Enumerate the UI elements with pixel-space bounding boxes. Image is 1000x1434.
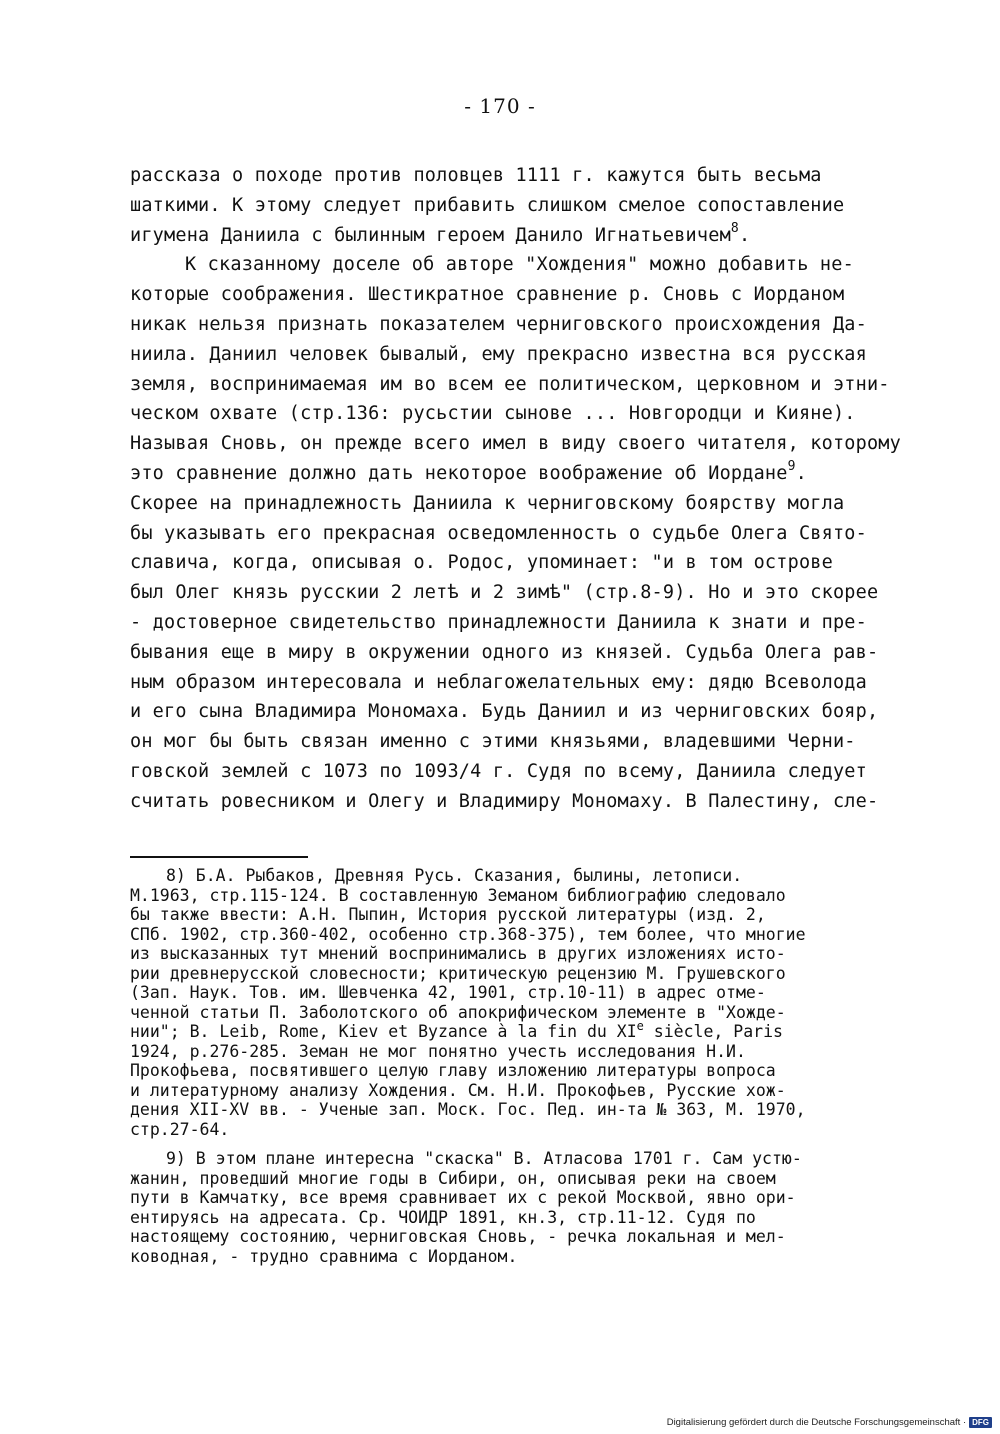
text-line: земля, воспринимаемая им во всем ее политическом, церковном и этни- — [130, 373, 890, 395]
footnote-8-line: стр.27-64. — [130, 1119, 230, 1139]
footnote-8-text: siècle, Paris — [643, 1022, 783, 1041]
footnote-divider — [130, 856, 308, 858]
text-line: говской землей с 1073 по 1093/4 г. Судя по всему, Даниила следует — [130, 760, 867, 782]
page-number: - 170 - — [464, 94, 536, 118]
text-line: он мог бы быть связан именно с этими князьями, владевшими Черни- — [130, 731, 856, 753]
footnote-8-line: бы также ввести: А.Н. Пыпин, История русской литературы (изд. 2, — [130, 905, 766, 924]
credit-text: Digitalisierung gefördert durch die Deutsche Forschungsgemeinschaft · — [666, 1417, 967, 1428]
footnote-8-text: нии"; B. Leib, Rome, Kiev et Byzance à la fin du XI — [130, 1022, 637, 1041]
dfg-logo-icon: DFG — [969, 1417, 992, 1428]
footnote-8-line: М.1963, стр.115-124. В составленную Земаном библиографию следовало — [130, 885, 786, 905]
footnote-9-line: пути в Камчатку, все время сравнивает их с рекой Москвой, явно ори- — [130, 1188, 796, 1207]
text-line: ниила. Даниил человек бывалый, ему прекрасно известна вся русская — [130, 343, 867, 365]
text-line: - достоверное свидетельство принадлежности Даниила к знати и пре- — [130, 611, 867, 633]
footnote-8-line: СПб. 1902, стр.360-402, особенно стр.368-375), тем более, что многие — [130, 924, 806, 944]
footnote-9-line: 9) В этом плане интересна "скаска" В. Атласова 1701 г. Сам устю- — [166, 1149, 802, 1168]
text-line: и его сына Владимира Мономаха. Будь Даниил и из черниговских бояр, — [130, 701, 879, 723]
footnote-8-line: ченной статьи П. Заболотского об апокрифическом элементе в "Хожде- — [130, 1002, 786, 1022]
text-line: бывания еще в миру в окружении одного из князей. Судьба Олега рав- — [130, 641, 879, 663]
footnote-9-line: ководная, - трудно сравнима с Иорданом. — [130, 1246, 518, 1266]
text-line: Скорее на принадлежность Даниила к черниговскому боярству могла — [130, 492, 845, 514]
footnote-8-line: (Зап. Наук. Тов. им. Шевченка 42, 1901, стр.10-11) в адрес отме- — [130, 983, 766, 1002]
footnote-8-line: рии древнерусской словесности; критическую рецензию М. Грушевского — [130, 963, 786, 983]
footnote-8-line: дения XII-XV вв. - Ученые зап. Моск. Гос. Пед. ин-та № 363, М. 1970, — [130, 1100, 806, 1119]
text-line: шаткими. К этому следует прибавить слишком смелое сопоставление — [130, 194, 845, 216]
text-punctuation: . — [795, 462, 807, 484]
text-line: ческом охвате (стр.136: русьстии сынове ... Новгородци и Кияне). — [130, 403, 856, 425]
footnote-9-line: настоящему состоянию, черниговская Сновь, - речка локальная и мел- — [130, 1227, 786, 1246]
footnote-9-line: жанин, проведший многие годы в Сибири, он, описывая реки на своем — [130, 1168, 776, 1188]
text-line: славича, когда, описывая о. Родос, упоминает: "и в том острове — [130, 552, 833, 574]
text-line: считать ровесником и Олегу и Владимиру Мономаху. В Палестину, сле- — [130, 790, 879, 812]
footnote-8-line: и литературному анализу Хождения. См. Н.И. Прокофьев, Русские хож- — [130, 1080, 786, 1100]
text-line: которые соображения. Шестикратное сравнение р. Сновь с Иорданом — [130, 284, 845, 306]
text-line: был Олег князь русскии 2 летѣ и 2 зимѣ" (стр.8-9). Но и это скорее — [130, 582, 879, 604]
text-line: никак нельзя признать показателем черниговского происхождения Да- — [130, 313, 867, 335]
footnote-8-line — [130, 1019, 950, 1042]
text-punctuation: . — [738, 224, 751, 246]
footnote-8-line: Прокофьева, посвятившего целую главу изложению литературы вопроса — [130, 1061, 776, 1080]
text-line-content: игумена Даниила с былинным героем Данило Игнатьевичем — [130, 224, 731, 246]
footnote-8-line: 8) Б.А. Рыбаков, Древняя Русь. Сказания, былины, летописи. — [166, 866, 743, 885]
text-line: ным образом интересовала и неблагожелательных ему: дядю Всеволода — [130, 671, 867, 693]
footnote-ref-9: 9 — [787, 458, 796, 474]
digitization-credit — [667, 1417, 992, 1428]
footnote-8-line: 1924, p.276-285. Земан не мог понятно учесть исследования Н.И. — [130, 1041, 746, 1061]
text-line — [130, 221, 910, 251]
footnote-9-line: ентируясь на адресата. Ср. ЧОИДР 1891, кн.3, стр.11-12. Судя по — [130, 1207, 756, 1227]
main-text — [130, 161, 910, 817]
paragraph-start-line: К сказанному доселе об авторе "Хождения" можно добавить не- — [185, 254, 854, 276]
footnotes — [130, 866, 950, 1266]
text-line: Называя Сновь, он прежде всего имел в виду своего читателя, которому — [130, 433, 901, 455]
footnote-8-line: из высказанных тут мнений воспринимались в других изложениях исто- — [130, 944, 786, 963]
footnote-ref-8: 8 — [730, 220, 739, 236]
text-line: бы указывать его прекрасная осведомленность о судьбе Олега Свято- — [130, 522, 867, 544]
text-line: рассказа о походе против половцев 1111 г. кажутся быть весьма — [130, 165, 822, 186]
text-line — [130, 459, 910, 489]
superscript-e: e — [636, 1019, 644, 1033]
text-line-content: это сравнение должно дать некоторое воображение об Иордане — [130, 462, 788, 484]
